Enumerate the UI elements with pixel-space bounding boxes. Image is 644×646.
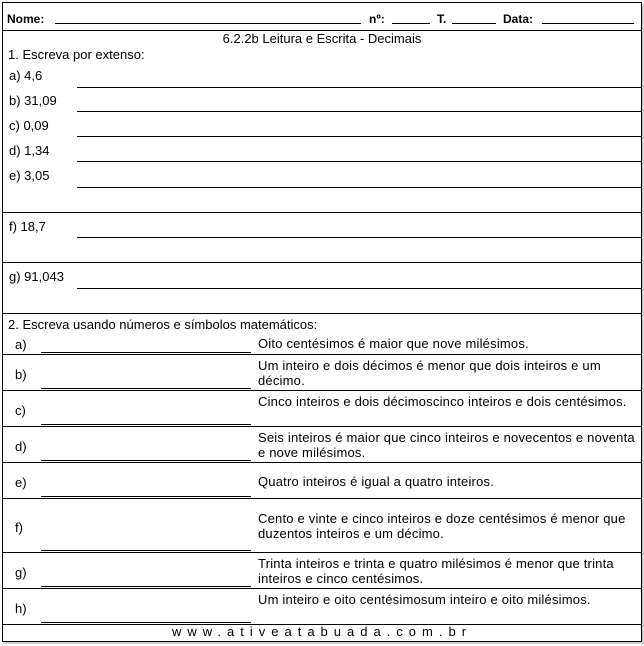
- question-2-instruction: 2. Escreva usando números e símbolos matemáticos:: [8, 317, 318, 332]
- q2-text-c: Cinco inteiros e dois décimoscinco inteiros e dois centésimos.: [258, 394, 627, 409]
- q2-text-h: Um inteiro e oito centésimosum inteiro e oito milésimos.: [258, 592, 591, 607]
- class-label: T.: [437, 12, 447, 26]
- q2-letter-c: c): [15, 403, 26, 418]
- q2-divider-a: [3, 354, 641, 355]
- q2-letter-f: f): [15, 520, 23, 535]
- q2-answer-line-e[interactable]: [41, 496, 251, 497]
- q1-item-d: d) 1,34: [9, 143, 50, 158]
- worksheet-title: 6.2.2b Leitura e Escrita - Decimais: [222, 31, 422, 46]
- q2-answer-line-h[interactable]: [41, 622, 251, 623]
- q1-answer-line-f-2[interactable]: [3, 262, 641, 263]
- date-field[interactable]: [542, 23, 634, 24]
- q2-text-d: Seis inteiros é maior que cinco inteiros e novecentos e noventa e nove milésimos.: [258, 430, 635, 460]
- q1-answer-line-b[interactable]: [77, 111, 641, 112]
- q1-item-a: a) 4,6: [9, 68, 43, 83]
- q2-letter-a: a): [15, 337, 27, 352]
- q1-answer-line-g[interactable]: [77, 288, 641, 289]
- q1-answer-line-a[interactable]: [77, 87, 641, 88]
- q1-answer-line-d[interactable]: [77, 161, 641, 162]
- number-field[interactable]: [392, 23, 430, 24]
- class-field[interactable]: [452, 23, 496, 24]
- q1-item-g: g) 91,043: [9, 269, 64, 284]
- q2-answer-line-f[interactable]: [41, 550, 251, 551]
- q2-text-b: Um inteiro e dois décimos é menor que dois inteiros e um décimo.: [258, 358, 601, 388]
- q2-divider-g: [3, 588, 641, 589]
- footer-website: www.ativeatabuada.com.br: [171, 624, 473, 639]
- q1-item-c: c) 0,09: [9, 118, 49, 133]
- q2-divider-d: [3, 462, 641, 463]
- q1-item-b: b) 31,09: [9, 93, 57, 108]
- q2-letter-h: h): [15, 601, 27, 616]
- q2-letter-g: g): [15, 565, 27, 580]
- q2-answer-line-c[interactable]: [41, 424, 251, 425]
- q1-answer-line-c[interactable]: [77, 136, 641, 137]
- q2-letter-d: d): [15, 439, 27, 454]
- question-1-instruction: 1. Escreva por extenso:: [8, 47, 145, 62]
- q2-answer-line-a[interactable]: [41, 352, 251, 353]
- q1-item-f: f) 18,7: [9, 219, 46, 234]
- q2-divider-e: [3, 498, 641, 499]
- worksheet: [2, 2, 642, 642]
- q2-letter-e: e): [15, 475, 27, 490]
- q1-answer-line-e[interactable]: [77, 187, 641, 188]
- q2-text-f: Cento e vinte e cinco inteiros e doze centésimos é menor que duzentos inteiros e um décimo.: [258, 511, 626, 541]
- header: [3, 3, 641, 31]
- q2-letter-b: b): [15, 367, 27, 382]
- name-field[interactable]: [55, 23, 361, 24]
- q2-answer-line-b[interactable]: [41, 388, 251, 389]
- q1-answer-line-f[interactable]: [77, 237, 641, 238]
- q2-text-g: Trinta inteiros e trinta e quatro milésimos é menor que trinta inteiros e cinco centésimos.: [258, 556, 614, 586]
- q1-answer-line-e-2[interactable]: [3, 212, 641, 213]
- q2-answer-line-g[interactable]: [41, 586, 251, 587]
- q1-item-e: e) 3,05: [9, 168, 50, 183]
- q2-text-e: Quatro inteiros é igual a quatro inteiros.: [258, 474, 495, 489]
- q2-text-a: Oito centésimos é maior que nove milésimos.: [258, 336, 529, 351]
- q2-divider-c: [3, 426, 641, 427]
- name-label: Nome:: [7, 12, 45, 26]
- q2-divider-b: [3, 390, 641, 391]
- q1-answer-line-g-2[interactable]: [3, 313, 641, 314]
- number-label: nº:: [369, 12, 385, 26]
- date-label: Data:: [503, 12, 534, 26]
- q2-divider-f: [3, 552, 641, 553]
- q2-answer-line-d[interactable]: [41, 460, 251, 461]
